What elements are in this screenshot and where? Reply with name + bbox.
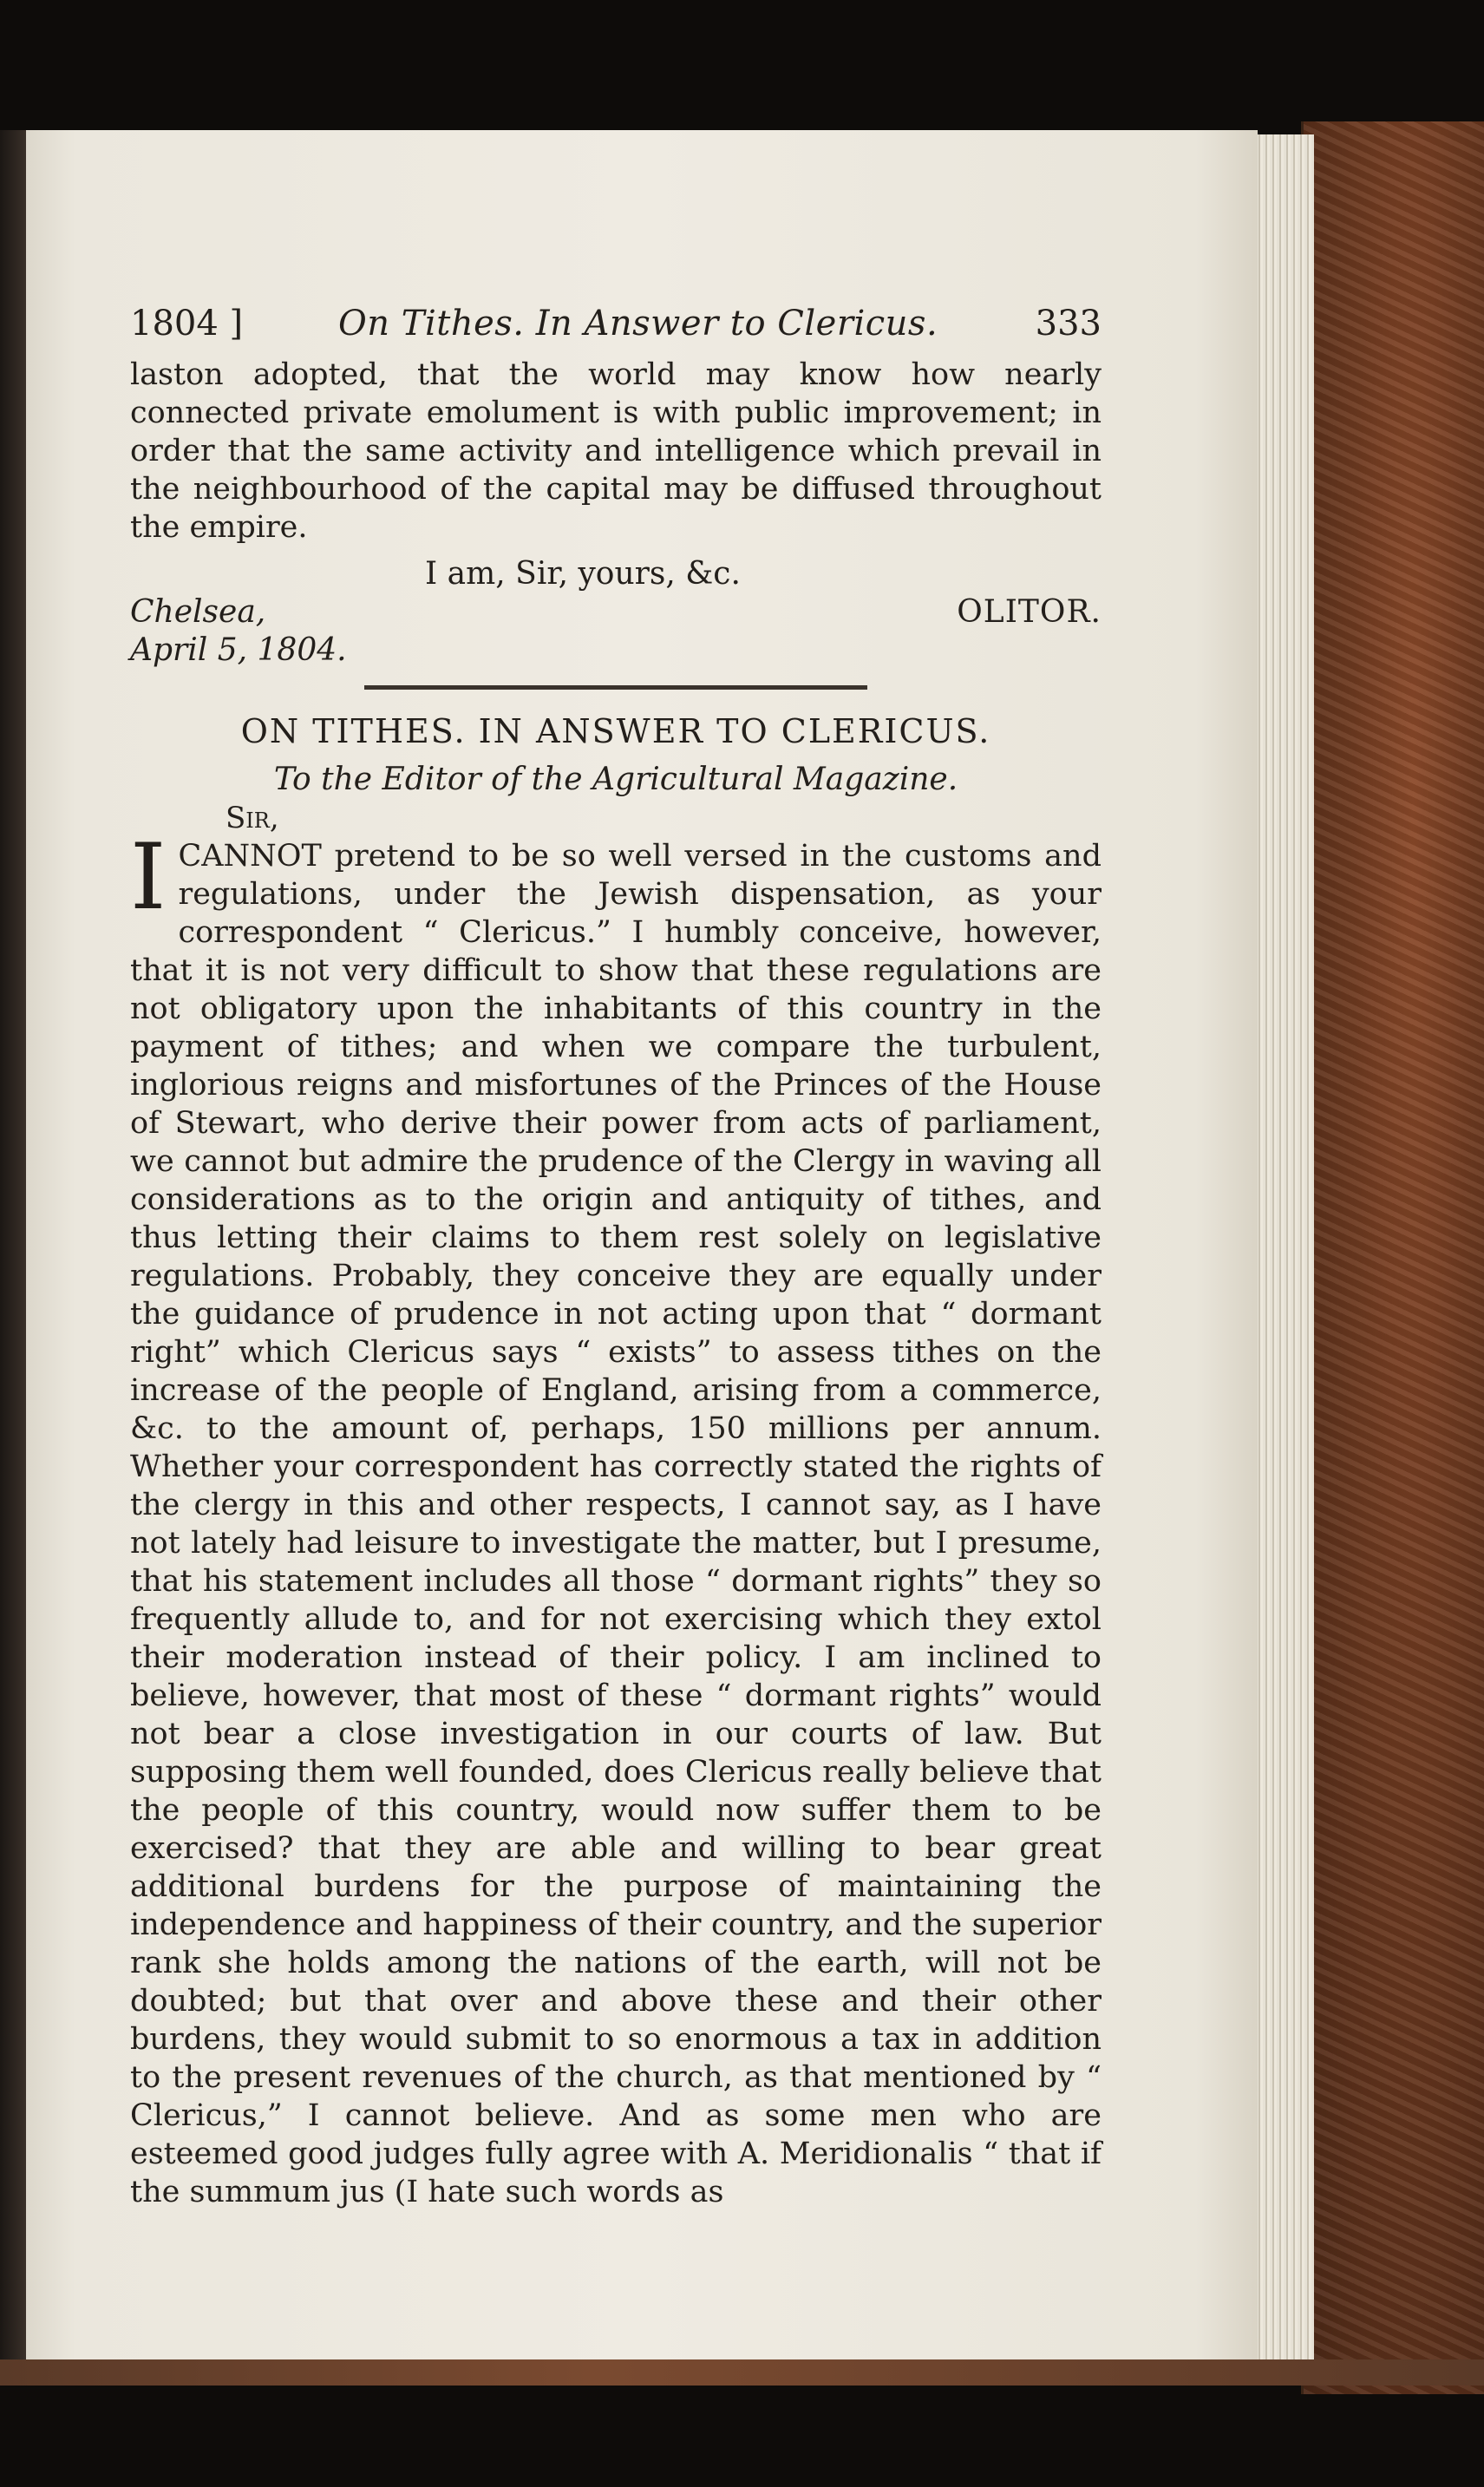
article-title: ON TITHES. IN ANSWER TO CLERICUS. bbox=[240, 712, 991, 750]
address-line: To the Editor of the Agricultural Magazine. bbox=[273, 762, 958, 797]
cover-bottom-edge bbox=[0, 2359, 1484, 2386]
signature-block bbox=[130, 593, 1102, 670]
signature: OLITOR. bbox=[957, 594, 1102, 630]
previous-letter-ending: laston adopted, that the world may know how nearly connected private emolument is with public improvement; in order that the same activity and intelligence which prevail in the neighbourhood of the capital may be diffused throughout the empire. bbox=[130, 357, 1102, 545]
page-text bbox=[130, 295, 1102, 2211]
letter-date: April 5, 1804. bbox=[130, 632, 347, 668]
salutation: Sir, bbox=[226, 801, 279, 835]
left-page-edge bbox=[0, 130, 26, 2368]
page-edges bbox=[1249, 134, 1314, 2381]
header-year: 1804 ] bbox=[130, 304, 244, 344]
header-title: On Tithes. In Answer to Clericus. bbox=[338, 304, 938, 344]
section-divider bbox=[364, 685, 867, 690]
article-body-text: CANNOT pretend to be so well versed in the customs and regulations, under the Jewish dispensation, as your correspondent “ Clericus.” I humbly conceive, however, that it is not very difficult to show that these regulations are not obligatory upon the inhabitants of this country in the payment of tithes; and when we compare the turbulent, inglorious reigns and misfortunes of the Princes of the House of Stewart, who derive their power from acts of parliament, we cannot but admire the prudence of the Clergy in waving all considerations as to the origin and antiquity of tithes, and thus letting their claims to them rest solely on legislative regulations. Probably, they conceive they are equally under the guidance of prudence in not acting upon that “ dormant right” which Clericus says “ exists” to assess tithes on the increase of the people of England, arising from a commerce, &c. to the amount of, perhaps, 150 millions per annum. Whether your correspondent has correctly stated the rights of the clergy in this and other respects, I cannot say, as I have not lately had leisure to investigate the matter, but I presume, that his statement includes all those “ dormant rights” they so frequently allude to, and for not exercising which they extol their moderation instead of their policy. I am inclined to believe, however, that most of these “ dormant rights” would not bear a close investigation in our courts of law. But supposing them well founded, does Clericus really believe that the people of this country, would now suffer them to be exercised? that they are able and willing to bear great additional burdens for the purpose of maintaining the independence and happiness of their country, and the superior rank she holds among the nations of the earth, will not be doubted; but that over and above these and their other burdens, they would submit to so enormous a tax in addition to the present revenues of the church, as that mentioned by “ Clericus,” I cannot believe. And as some men who are esteemed good judges fully agree with A. Meridionalis “ that if the summum jus (I hate such words as bbox=[130, 839, 1102, 2209]
marbled-cover bbox=[1301, 121, 1484, 2394]
drop-cap: I bbox=[130, 824, 167, 930]
page-number: 333 bbox=[1035, 304, 1102, 344]
closing-line: I am, Sir, yours, &c. bbox=[425, 556, 741, 592]
article-body bbox=[130, 824, 1102, 2211]
running-header bbox=[130, 295, 1102, 356]
place-name: Chelsea, bbox=[130, 594, 266, 630]
